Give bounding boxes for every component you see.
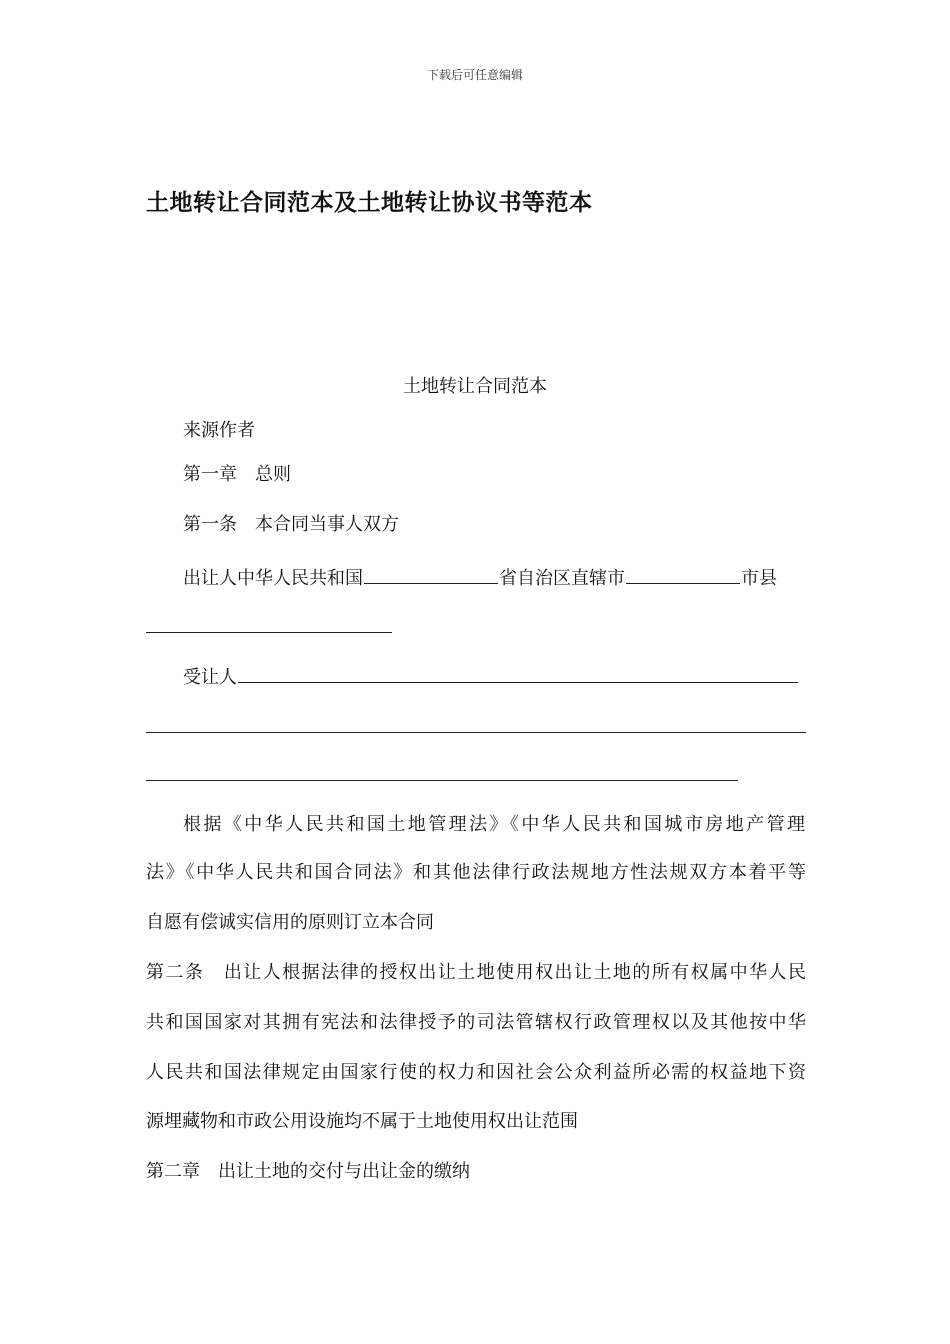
- transferee-label: 受让人: [183, 667, 237, 688]
- city-blank[interactable]: [626, 565, 740, 584]
- article-2-line-4: 源埋藏物和市政公用设施均不属于土地使用权出让范围: [146, 1111, 578, 1132]
- chapter-1-heading: 第一章 总则: [183, 464, 291, 485]
- article-2-line-2: 共和国国家对其拥有宪法和法律授予的司法管辖权行政管理权以及其他按中华: [146, 1012, 806, 1033]
- province-blank[interactable]: [364, 565, 498, 584]
- document-title: 土地转让合同范本及土地转让协议书等范本: [146, 190, 593, 216]
- article-2-line-3: 人民共和国法律规定由国家行使的权力和因社会公众利益所必需的权益地下资: [146, 1062, 806, 1083]
- transferor-prefix: 出让人中华人民共和国: [183, 568, 363, 589]
- transferor-suffix: 市县: [741, 568, 777, 589]
- county-blank[interactable]: [146, 632, 392, 633]
- transferee-blank-line-3[interactable]: [146, 780, 738, 781]
- article-1-heading: 第一条 本合同当事人双方: [183, 514, 399, 535]
- transferor-line: [183, 565, 777, 590]
- chapter-2-heading: 第二章 出让土地的交付与出让金的缴纳: [146, 1161, 470, 1182]
- transferee-blank[interactable]: [238, 664, 798, 683]
- basis-paragraph-line-2: 法》《中华人民共和国合同法》和其他法律行政法规地方性法规双方本着平等: [146, 862, 806, 883]
- basis-paragraph-line-3: 自愿有偿诚实信用的原则订立本合同: [146, 912, 434, 933]
- transferee-blank-line-2[interactable]: [146, 732, 806, 733]
- contract-subtitle: 土地转让合同范本: [403, 376, 547, 397]
- transferee-line: [183, 664, 799, 689]
- source-line: 来源作者: [183, 420, 255, 441]
- basis-paragraph-line-1: 根据《中华人民共和国土地管理法》《中华人民共和国城市房地产管理: [183, 814, 805, 835]
- transferor-middle: 省自治区直辖市: [499, 568, 625, 589]
- page-header-note: 下载后可任意编辑: [426, 68, 523, 82]
- article-2-line-1: 第二条 出让人根据法律的授权出让土地使用权出让土地的所有权属中华人民: [146, 962, 806, 983]
